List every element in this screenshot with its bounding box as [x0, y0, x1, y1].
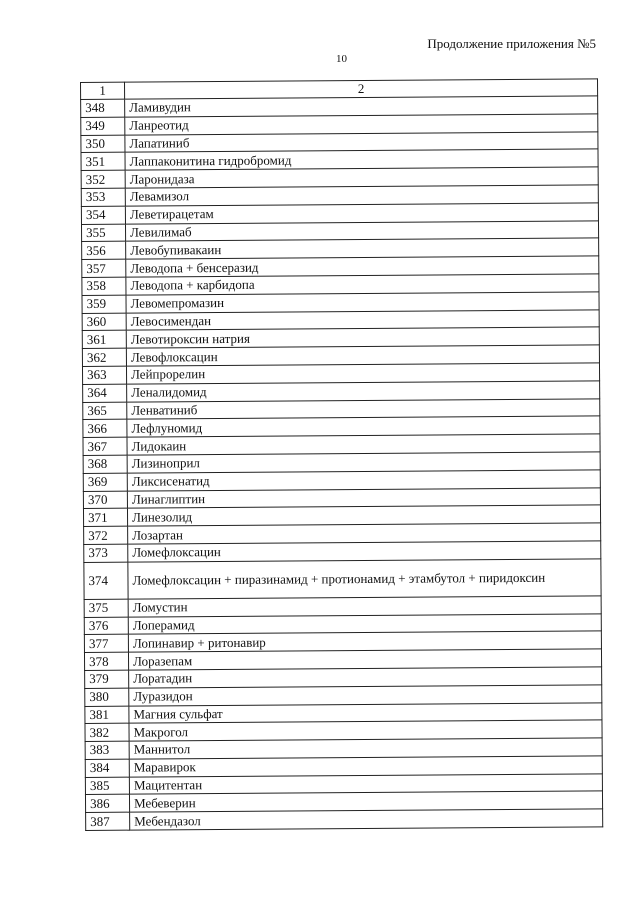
drug-name: Левилимаб: [125, 220, 598, 241]
row-number: 386: [85, 795, 129, 813]
row-number: 348: [81, 99, 125, 117]
drug-name: Леводопа + карбидопа: [126, 274, 599, 295]
row-number: 357: [82, 259, 126, 277]
row-number: 371: [83, 509, 127, 527]
row-number: 379: [85, 670, 129, 688]
row-number: 365: [83, 402, 127, 420]
drug-name: Ломустин: [128, 596, 601, 617]
row-number: 352: [81, 170, 125, 188]
drug-name: Лейпрорелин: [126, 363, 599, 384]
drug-name: Лоратадин: [129, 667, 602, 688]
row-number: 363: [82, 366, 126, 384]
drug-name: Линаглиптин: [127, 487, 600, 508]
drug-name: Левомепромазин: [126, 292, 599, 313]
row-number: 362: [82, 348, 126, 366]
row-number: 370: [83, 491, 127, 509]
drug-name: Лоразепам: [128, 649, 601, 670]
table-row: [84, 559, 601, 600]
drug-name: Левофлоксацин: [126, 345, 599, 366]
drug-name: Лоперамид: [128, 613, 601, 634]
drug-name: Левотироксин натрия: [126, 327, 599, 348]
row-number: 359: [82, 295, 126, 313]
drug-name: Ломефлоксацин: [128, 541, 601, 562]
drug-name: Мебендазол: [130, 809, 603, 830]
drug-name: Маравирок: [129, 756, 602, 777]
column-header-number: 1: [81, 82, 125, 99]
drug-name: Ланреотид: [125, 114, 598, 135]
row-number: 349: [81, 117, 125, 135]
drug-name: Мацитентан: [129, 774, 602, 795]
row-number: 361: [82, 331, 126, 349]
row-number: 385: [85, 777, 129, 795]
row-number: 368: [83, 455, 127, 473]
row-number: 356: [82, 242, 126, 260]
drug-name: Лозартан: [128, 523, 601, 544]
row-number: 367: [83, 437, 127, 455]
drug-name: Ламивудин: [125, 96, 598, 117]
drug-name: Линезолид: [127, 505, 600, 526]
column-header-name: 2: [125, 79, 598, 99]
row-number: 369: [83, 473, 127, 491]
drug-name: Леводопа + бенсеразид: [126, 256, 599, 277]
drug-name: Леветирацетам: [125, 203, 598, 224]
drug-name: Луразидон: [129, 685, 602, 706]
drug-name: Ларонидаза: [125, 167, 598, 188]
row-number: 384: [85, 759, 129, 777]
row-number: 373: [84, 544, 128, 562]
row-number: 364: [83, 384, 127, 402]
drug-name: Лефлуномид: [127, 416, 600, 437]
drug-name: Лаппаконитина гидробромид: [125, 149, 598, 170]
row-number: 382: [85, 723, 129, 741]
drug-name: Левосимендан: [126, 309, 599, 330]
drug-name: Левобупивакаин: [126, 238, 599, 259]
drug-name: Левамизол: [125, 185, 598, 206]
table-body: [81, 96, 603, 831]
row-number: 354: [81, 206, 125, 224]
row-number: 353: [81, 188, 125, 206]
drug-name: Ленватиниб: [127, 398, 600, 419]
table-row: [86, 809, 603, 830]
drug-name: Мебеверин: [129, 791, 602, 812]
row-number: 377: [84, 634, 128, 652]
drug-name: Лопинавир + ритонавир: [128, 631, 601, 652]
row-number: 378: [84, 652, 128, 670]
drug-name: Лапатиниб: [125, 131, 598, 152]
appendix-title: Продолжение приложения №5: [427, 36, 596, 51]
row-number: 376: [84, 617, 128, 635]
drug-list-table: [80, 78, 603, 831]
row-number: 372: [84, 526, 128, 544]
drug-name: Лизиноприл: [127, 452, 600, 473]
row-number: 360: [82, 313, 126, 331]
drug-name: Магния сульфат: [129, 702, 602, 723]
row-number: 375: [84, 599, 128, 617]
row-number: 350: [81, 135, 125, 153]
drug-name: Маннитол: [129, 738, 602, 759]
row-number: 381: [85, 706, 129, 724]
row-number: 358: [82, 277, 126, 295]
row-number: 383: [85, 741, 129, 759]
drug-name: Лидокаин: [127, 434, 600, 455]
drug-name: Леналидомид: [127, 381, 600, 402]
row-number: 387: [86, 812, 130, 830]
drug-name: Макрогол: [129, 720, 602, 741]
row-number: 380: [85, 688, 129, 706]
row-number: 355: [81, 224, 125, 242]
row-number: 351: [81, 153, 125, 171]
row-number: 374: [84, 562, 128, 599]
drug-name: Ликсисенатид: [127, 470, 600, 491]
page-number: 10: [336, 53, 347, 65]
drug-name: Ломефлоксацин + пиразинамид + протионамид + этамбутол + пиридоксин: [128, 559, 601, 599]
row-number: 366: [83, 420, 127, 438]
